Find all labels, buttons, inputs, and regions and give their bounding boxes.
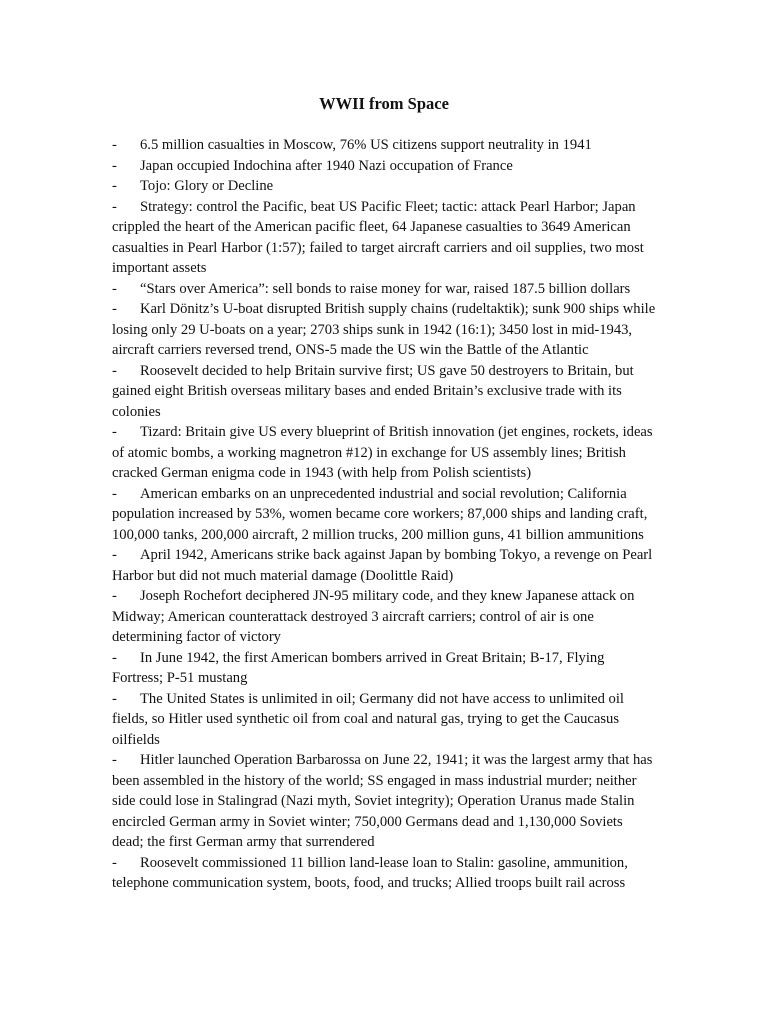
list-item bbox=[112, 484, 657, 546]
bullet-dash: - bbox=[112, 485, 117, 502]
list-item-text: Strategy: control the Pacific, beat US Pacific Fleet; tactic: attack Pearl Harbor; Japan crippled the heart of the American pacific fleet, 64 Japanese casualties to 3649 American casualties in Pearl Harbor (1:57); failed to target aircraft carriers and oil supplies, two most important assets bbox=[112, 198, 644, 276]
list-item bbox=[112, 176, 657, 197]
bullet-dash: - bbox=[112, 362, 117, 379]
list-item-text: Tojo: Glory or Decline bbox=[140, 178, 274, 194]
list-item-text: The United States is unlimited in oil; Germany did not have access to unlimited oil fields, so Hitler used synthetic oil from coal and natural gas, trying to get the Caucasus oilfields bbox=[112, 690, 624, 748]
bullet-dash: - bbox=[112, 280, 117, 297]
list-item-text: Roosevelt commissioned 11 billion land-lease loan to Stalin: gasoline, ammunition, telephone communication system, boots, food, and trucks; Allied troops built rail across bbox=[112, 854, 628, 891]
list-item bbox=[112, 361, 657, 423]
list-item bbox=[112, 853, 657, 894]
bullet-dash: - bbox=[112, 157, 117, 174]
list-item-text: “Stars over America”: sell bonds to raise money for war, raised 187.5 billion dollars bbox=[140, 280, 631, 297]
list-item bbox=[112, 689, 657, 751]
list-item-text: April 1942, Americans strike back against Japan by bombing Tokyo, a revenge on Pearl Harbor but did not much material damage (Doolittle Raid) bbox=[112, 547, 653, 584]
list-item-text: Hitler launched Operation Barbarossa on June 22, 1941; it was the largest army that has been assembled in the history of the world; SS engaged in mass industrial murder; neither side could lose in Stalingrad (Nazi myth, Soviet integrity); Operation Uranus made Stalin encircled German army in Soviet winter; 750,000 Germans dead and 1,130,000 Soviets dead; the first German army that surrendered bbox=[112, 752, 653, 850]
bullet-dash: - bbox=[112, 547, 117, 563]
bullet-dash: - bbox=[112, 137, 117, 153]
list-item-text: American embarks on an unprecedented industrial and social revolution; California population increased by 53%, women became core workers; 87,000 ships and landing craft, 100,000 tanks, 200,000 aircraft, 2 million trucks, 200 million guns, 41 billion ammunitions bbox=[112, 485, 648, 543]
page-title: WWII from Space bbox=[319, 94, 449, 113]
bullet-dash: - bbox=[112, 198, 117, 215]
bullet-dash: - bbox=[112, 301, 117, 317]
list-item bbox=[112, 422, 657, 484]
list-item-text: In June 1942, the first American bombers arrived in Great Britain; B-17, Flying Fortress; P-51 mustang bbox=[112, 649, 605, 686]
bullet-dash: - bbox=[112, 649, 117, 666]
bullet-dash: - bbox=[112, 752, 117, 768]
list-item bbox=[112, 545, 657, 586]
list-item-text: 6.5 million casualties in Moscow, 76% US citizens support neutrality in 1941 bbox=[140, 137, 592, 153]
bullet-dash: - bbox=[112, 690, 117, 707]
list-item bbox=[112, 135, 657, 156]
bullet-dash: - bbox=[112, 854, 117, 871]
list-item bbox=[112, 156, 657, 177]
list-item bbox=[112, 279, 657, 300]
bullet-dash: - bbox=[112, 178, 117, 194]
list-item bbox=[112, 197, 657, 279]
list-item-text: Karl Dönitz’s U-boat disrupted British supply chains (rudeltaktik); sunk 900 ships while losing only 29 U-boats on a year; 2703 ships sunk in 1942 (16:1); 3450 lost in mid-1943, aircraft carriers reversed trend, ONS-5 made the US win the Battle of the Atlantic bbox=[112, 301, 656, 358]
bullet-dash: - bbox=[112, 424, 117, 440]
list-item-text: Tizard: Britain give US every blueprint of British innovation (jet engines, rockets, ideas of atomic bombs, a working magnetron #12) in exchange for US assembly lines; British cracked German enigma code in 1943 (with help from Polish scientists) bbox=[112, 424, 653, 481]
notes-list bbox=[112, 135, 657, 894]
list-item-text: Joseph Rochefort deciphered JN-95 military code, and they knew Japanese attack on Midway; American counterattack destroyed 3 aircraft carriers; control of air is one determining factor of victory bbox=[112, 588, 635, 645]
list-item bbox=[112, 299, 657, 361]
list-item-text: Roosevelt decided to help Britain survive first; US gave 50 destroyers to Britain, but gained eight British overseas military bases and ended Britain’s exclusive trade with its colonies bbox=[112, 362, 634, 420]
list-item bbox=[112, 648, 657, 689]
list-item bbox=[112, 750, 657, 853]
list-item bbox=[112, 586, 657, 648]
list-item-text: Japan occupied Indochina after 1940 Nazi occupation of France bbox=[140, 157, 513, 174]
bullet-dash: - bbox=[112, 588, 117, 604]
